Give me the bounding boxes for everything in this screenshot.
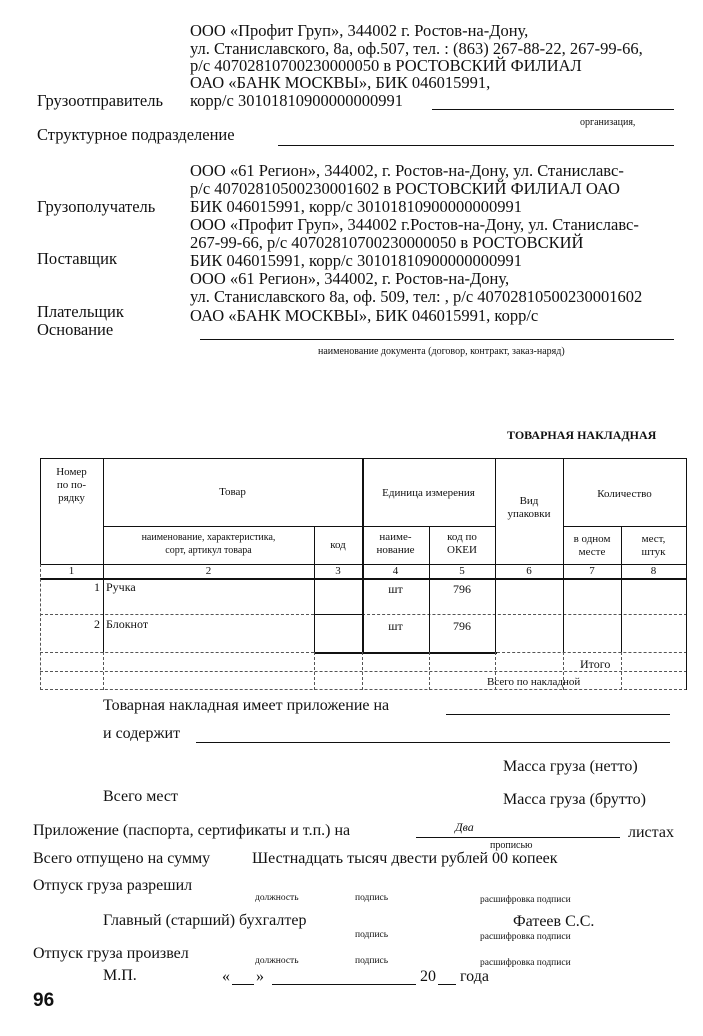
column-number: 4 <box>392 565 399 577</box>
stamp-mp: М.П. <box>103 967 137 984</box>
column-number: 8 <box>650 565 657 577</box>
year-suffix: года <box>460 968 489 985</box>
total-places-label: Всего мест <box>103 788 178 805</box>
date-quote-close: » <box>256 968 264 985</box>
accountant-name: Фатеев С.С. <box>513 913 595 930</box>
org-caption: организация, <box>580 117 636 128</box>
shipper-line-4: ОАО «БАНК МОСКВЫ», БИК 046015991, <box>190 73 491 92</box>
basis-caption: наименование документа (договор, контракт, заказ-наряд) <box>318 346 565 357</box>
table-border <box>314 652 315 690</box>
table-border <box>103 526 495 527</box>
table-border <box>40 652 314 653</box>
header-unit: Единица измерения <box>382 487 475 499</box>
division-underline <box>278 145 674 146</box>
consignee-line-6: БИК 046015991, корр/с 30101810900000000991 <box>190 251 522 270</box>
supplier-label: Поставщик <box>37 249 117 268</box>
table-border <box>497 652 687 653</box>
total-by-invoice-label: Всего по накладной <box>487 676 581 688</box>
appendix-caption: прописью <box>490 840 533 851</box>
consignee-line-3: БИК 046015991, корр/с 30101810900000000991 <box>190 197 522 216</box>
table-border <box>314 652 497 654</box>
net-mass-label: Масса груза (нетто) <box>503 758 638 775</box>
appendix-value: Два <box>455 820 474 834</box>
consignee-line-1: ООО «61 Регион», 344002, г. Ростов-на-Дону, ул. Станиславс- <box>190 161 624 180</box>
column-number: 2 <box>205 565 212 577</box>
table-border <box>40 614 314 615</box>
table-border <box>362 614 687 615</box>
consignee-line-5: 267-99-66, р/с 40702810700230000050 в РОСТОВСКИЙ <box>190 233 584 252</box>
year-prefix: 20 <box>420 968 436 985</box>
consignee-line-7: ООО «61 Регион», 344002, г. Ростов-на-Дону, <box>190 269 510 288</box>
header-package: Вид упаковки <box>507 495 551 520</box>
header-quantity: Количество <box>597 488 652 500</box>
table-border <box>40 689 687 690</box>
row-okei: 796 <box>453 582 471 596</box>
contains-underline <box>196 742 670 743</box>
shipper-line-2: ул. Станиславского, 8а, оф.507, тел. : (863) 267-88-22, 267-99-66, <box>190 39 643 58</box>
table-border <box>495 458 496 652</box>
table-border <box>362 652 363 690</box>
row-goods-name: Ручка <box>106 580 136 594</box>
appendix-label: Приложение (паспорта, сертификаты и т.п.) на <box>33 822 351 839</box>
shipper-underline <box>432 109 674 110</box>
header-goods: Товар <box>219 486 246 498</box>
caption-position: должность <box>255 956 299 966</box>
column-number: 5 <box>459 565 465 577</box>
table-border <box>314 614 362 615</box>
row-number: 2 <box>94 617 100 631</box>
row-okei: 796 <box>453 619 471 633</box>
date-month-underline <box>272 984 416 985</box>
row-number: 1 <box>94 580 100 594</box>
caption-decoding: расшифровка подписи <box>480 932 571 942</box>
row-unit: шт <box>388 619 403 633</box>
column-number: 6 <box>526 565 532 577</box>
row-goods-name: Блокнот <box>106 617 149 631</box>
released-sum-label: Всего отпущено на сумму <box>33 850 211 867</box>
basis-label: Основание <box>37 320 114 339</box>
consignee-line-9: ОАО «БАНК МОСКВЫ», БИК 046015991, корр/с <box>190 306 539 325</box>
chief-accountant-label: Главный (старший) бухгалтер <box>103 912 307 929</box>
appendix-suffix: листах <box>628 824 674 841</box>
attachment-underline <box>446 714 670 715</box>
header-qty-one: в одном месте <box>573 533 611 558</box>
gross-mass-label: Масса груза (брутто) <box>503 791 646 808</box>
caption-signature: подпись <box>355 930 389 940</box>
division-label: Структурное подразделение <box>37 125 235 144</box>
table-border <box>686 458 687 690</box>
header-unit-name: наиме- нование <box>376 531 415 556</box>
consignee-line-4: ООО «Профит Груп», 344002 г.Ростов-на-Дону, ул. Станиславс- <box>190 215 639 234</box>
shipper-line-1: ООО «Профит Груп», 344002 г. Ростов-на-Дону, <box>190 21 529 40</box>
payer-label: Плательщик <box>37 302 124 321</box>
attachment-line: Товарная накладная имеет приложение на <box>103 697 390 714</box>
shipper-label: Грузоотправитель <box>37 91 164 110</box>
consignee-line-8: ул. Станиславского 8а, оф. 509, тел: , р/с 40702810500230001602 <box>190 287 643 306</box>
shipper-line-3: р/с 40702810700230000050 в РОСТОВСКИЙ ФИЛИАЛ <box>190 56 582 75</box>
consignee-line-2: р/с 40702810500230001602 в РОСТОВСКИЙ ФИЛИАЛ ОАО <box>190 179 620 198</box>
caption-decoding: расшифровка подписи <box>480 958 571 968</box>
header-goods-name: наименование, характеристика, сорт, артикул товара <box>141 532 276 556</box>
header-okei: код по ОКЕИ <box>447 531 477 556</box>
caption-position: должность <box>255 893 299 903</box>
consignee-label: Грузополучатель <box>37 197 156 216</box>
row-unit: шт <box>388 582 403 596</box>
column-number: 3 <box>335 565 341 577</box>
page-number: 96 <box>33 990 55 1011</box>
date-quote-open: « <box>222 968 230 985</box>
table-border <box>429 652 430 690</box>
header-qty-places: мест, штук <box>641 533 666 558</box>
year-underline <box>438 984 456 985</box>
itogo-label: Итого <box>580 657 611 671</box>
release-allowed-label: Отпуск груза разрешил <box>33 877 193 894</box>
table-border <box>103 652 104 690</box>
document-title: ТОВАРНАЯ НАКЛАДНАЯ <box>507 428 657 442</box>
contains-line: и содержит <box>103 725 181 742</box>
basis-underline <box>200 339 674 340</box>
appendix-underline <box>416 837 620 838</box>
caption-decoding: расшифровка подписи <box>480 895 571 905</box>
table-border <box>621 652 622 690</box>
header-number: Номер по по- рядку <box>56 466 87 504</box>
released-sum-value: Шестнадцать тысяч двести рублей 00 копеек <box>252 850 558 867</box>
caption-signature: подпись <box>355 956 389 966</box>
table-border <box>563 526 687 527</box>
caption-signature: подпись <box>355 893 389 903</box>
release-made-label: Отпуск груза произвел <box>33 945 189 962</box>
column-number: 7 <box>589 565 595 577</box>
column-number: 1 <box>68 565 75 577</box>
date-day-underline <box>232 984 254 985</box>
header-code: код <box>330 539 346 551</box>
shipper-line-5: корр/с 30101810900000000991 <box>190 91 403 110</box>
